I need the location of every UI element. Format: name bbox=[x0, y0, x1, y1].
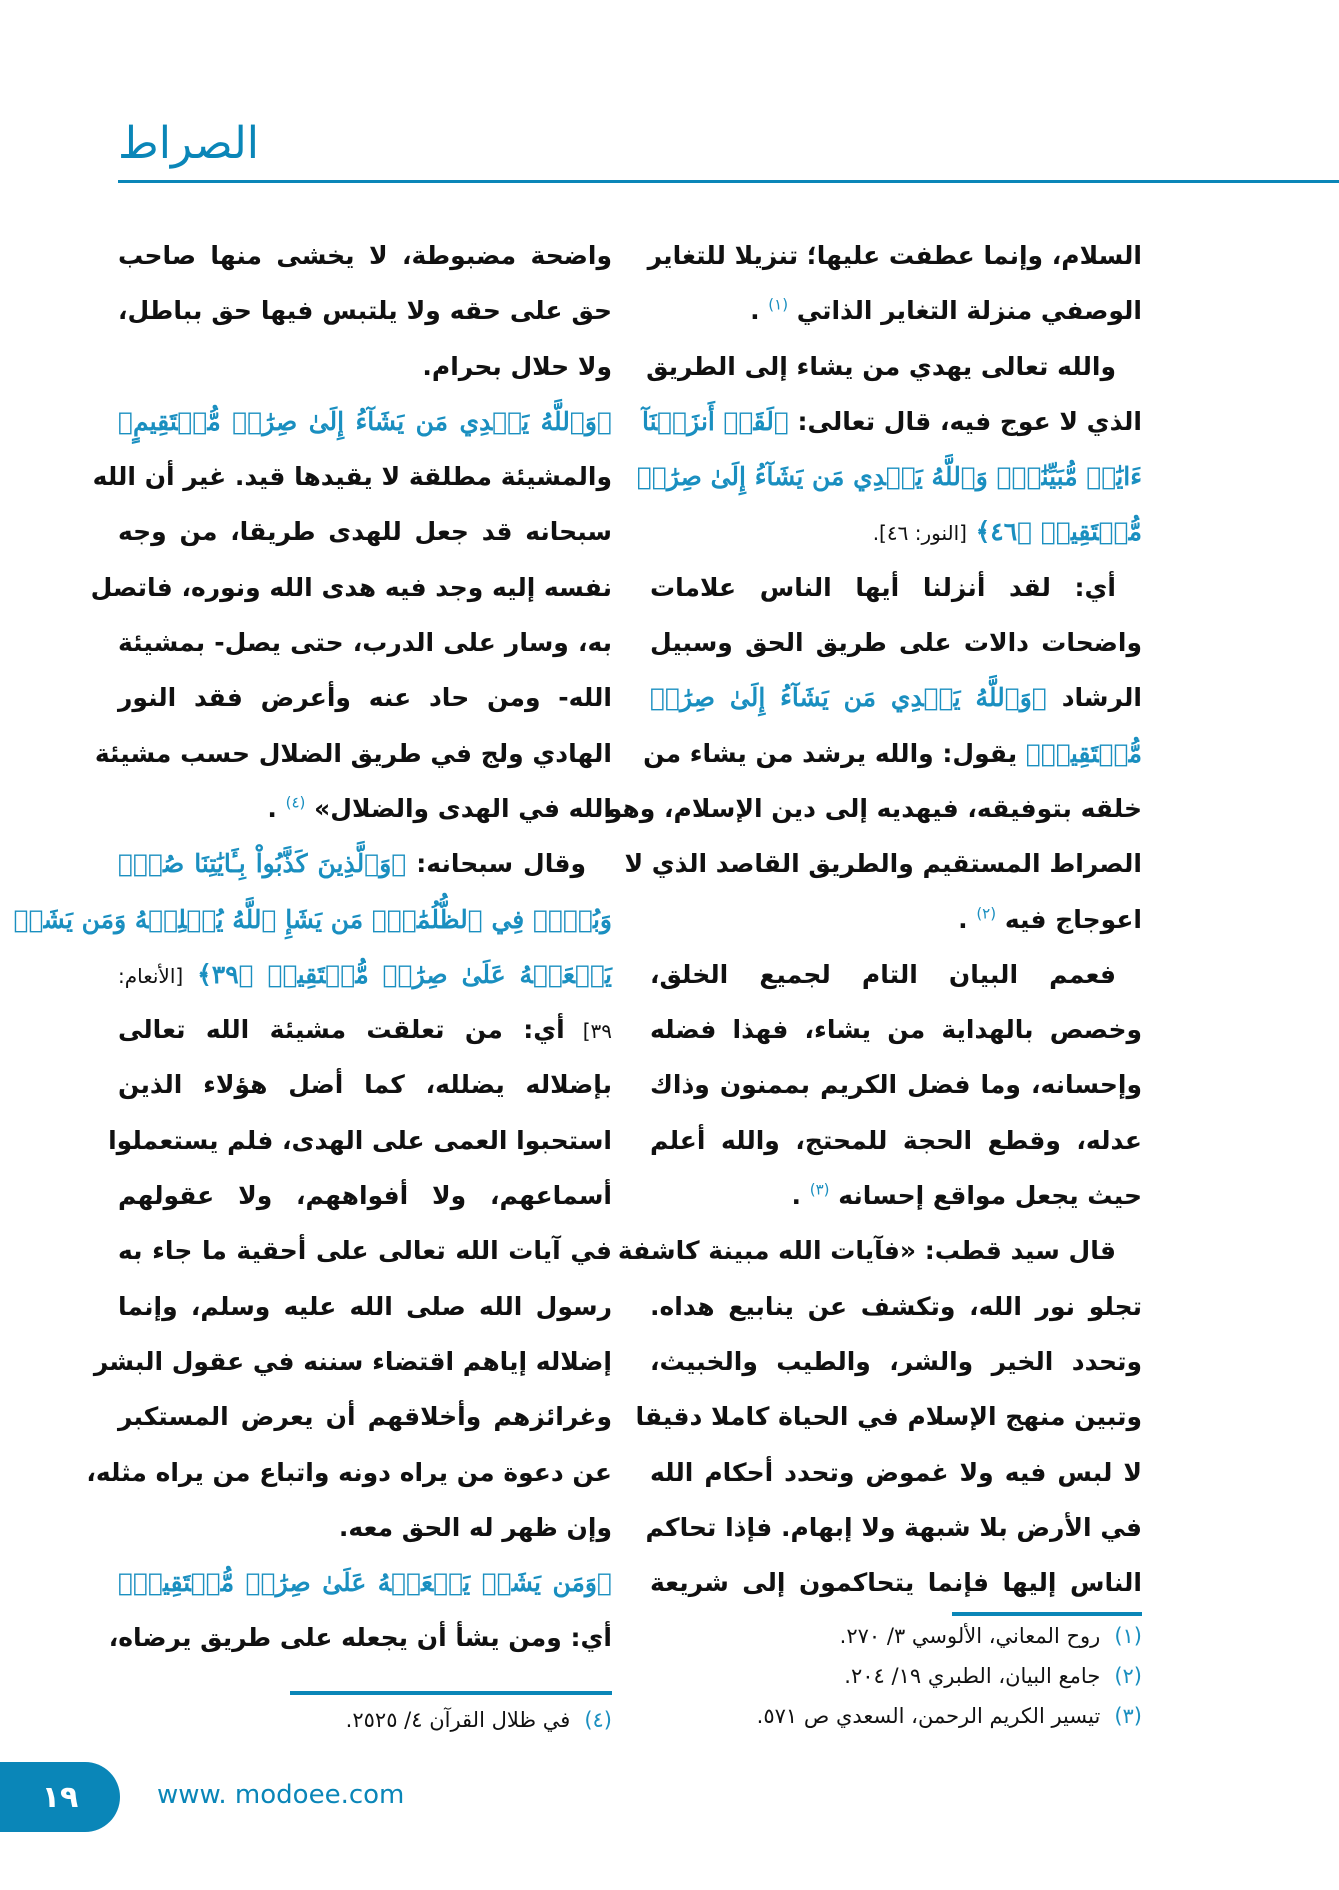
text-line bbox=[650, 1334, 1142, 1389]
text-line bbox=[90, 560, 612, 615]
footnote-divider-left bbox=[290, 1691, 612, 1695]
body-text: . bbox=[750, 296, 760, 326]
text-line bbox=[118, 1500, 612, 1555]
text-line bbox=[118, 670, 612, 725]
footnote bbox=[840, 1624, 1142, 1648]
quran-verse: ﴿وَٱللَّهُ يَهۡدِي مَن يَشَآءُ إِلَىٰ صِرَٰطٖ مُّسۡتَقِيمٍ﴾ bbox=[118, 406, 612, 436]
body-text: الصراط المستقيم والطريق القاصد الذي لا bbox=[624, 849, 1142, 879]
text-line bbox=[118, 836, 612, 891]
text-line bbox=[650, 283, 1142, 338]
body-text: خلقه بتوفيقه، فيهديه إلى دين الإسلام، وهو bbox=[606, 793, 1142, 823]
footnote bbox=[346, 1708, 612, 1732]
text-line bbox=[636, 449, 1142, 504]
text-line bbox=[645, 1500, 1142, 1555]
body-text: رسول الله صلى الله عليه وسلم، وإنما bbox=[118, 1291, 612, 1321]
quran-verse: ﴿وَٱلَّذِينَ كَذَّبُواْ بِـَٔايَٰتِنَا صُمّٞ bbox=[118, 849, 407, 879]
body-text: الله- ومن حاد عنه وأعرض فقد النور bbox=[118, 683, 612, 713]
body-text: وإن ظهر له الحق معه. bbox=[338, 1512, 612, 1542]
text-line bbox=[118, 615, 612, 670]
body-text: . bbox=[791, 1181, 802, 1211]
verse-reference: ٣٩] bbox=[564, 1019, 613, 1044]
body-text: أي: ومن يشأ أن يجعله على طريق يرضاه، bbox=[108, 1623, 612, 1653]
footnote-marker[interactable]: (٢) bbox=[976, 904, 997, 923]
chapter-title: الصراط bbox=[118, 118, 259, 169]
body-text: يقول: والله يرشد من يشاء من bbox=[643, 738, 1018, 768]
body-text: الله في الهدى والضلال» bbox=[314, 793, 612, 823]
text-line bbox=[650, 892, 1142, 947]
body-text: الهادي ولج في طريق الضلال حسب مشيئة bbox=[94, 738, 612, 768]
quran-verse: ﴿وَمَن يَشَأۡ يَجۡعَلۡهُ عَلَىٰ صِرَٰطٖ مُّسۡتَقِيمٖ﴾ bbox=[118, 1568, 612, 1598]
quran-verse: ءَايَٰتٖ مُّبَيِّنَٰتٖۚ وَٱللَّهُ يَهۡدِي مَن يَشَآءُ إِلَىٰ صِرَٰطٖ bbox=[636, 462, 1142, 492]
quran-verse: يَجۡعَلۡهُ عَلَىٰ صِرَٰطٖ مُّسۡتَقِيمٖ ﴿٣٩﴾ bbox=[183, 959, 612, 989]
body-text: الناس إليها فإنما يتحاكمون إلى شريعة bbox=[650, 1568, 1142, 1598]
footnote bbox=[757, 1704, 1142, 1728]
body-text: ولا حلال بحرام. bbox=[422, 351, 612, 381]
quran-verse: مُّسۡتَقِيمٖ ﴿٤٦﴾ bbox=[966, 517, 1142, 547]
body-text: فعمم البيان التام لجميع الخلق، bbox=[650, 959, 1116, 989]
quran-verse: ﴿لَقَدۡ أَنزَلۡنَآ bbox=[641, 406, 789, 436]
footnote bbox=[844, 1664, 1142, 1688]
text-line bbox=[650, 1445, 1142, 1500]
text-line bbox=[118, 1279, 612, 1334]
text-line bbox=[635, 1389, 1142, 1444]
body-text: سبحانه قد جعل للهدى طريقا، من وجه bbox=[118, 517, 612, 547]
text-line bbox=[624, 836, 1142, 891]
footnote-number: (٣) bbox=[1114, 1704, 1142, 1728]
footnote-text: في ظلال القرآن ٤/ ٢٥٢٥. bbox=[345, 1708, 571, 1732]
body-text: أي: من تعلقت مشيئة الله تعالى bbox=[118, 1015, 565, 1045]
body-text: وخصص بالهداية من يشاء، فهذا فضله bbox=[650, 1015, 1142, 1045]
text-line bbox=[650, 1113, 1142, 1168]
text-line bbox=[606, 781, 1142, 836]
text-line bbox=[650, 1057, 1142, 1112]
body-text: نفسه إليه وجد فيه هدى الله ونوره، فاتصل bbox=[90, 572, 612, 602]
text-line bbox=[118, 1223, 612, 1278]
body-text: وإحسانه، وما فضل الكريم بممنون وذاك bbox=[650, 1070, 1142, 1100]
text-line bbox=[650, 947, 1142, 1002]
header-divider bbox=[118, 180, 1339, 183]
website-url[interactable]: www. modoee.com bbox=[157, 1780, 405, 1810]
text-line bbox=[650, 1168, 1142, 1223]
text-line bbox=[86, 1445, 612, 1500]
quran-verse: مُّسۡتَقِيمٖ﴾ bbox=[1025, 738, 1142, 768]
text-line bbox=[92, 449, 612, 504]
body-text: إضلاله إياهم اقتضاء سننه في عقول البشر bbox=[93, 1346, 612, 1376]
footnote-marker[interactable]: (١) bbox=[768, 295, 789, 314]
text-line bbox=[650, 560, 1142, 615]
footnote-number: (٤) bbox=[584, 1708, 612, 1732]
quran-verse: وَبُكۡمٞ فِي ٱلظُّلُمَٰتِۗ مَن يَشَإِ ٱللَّهُ يُضۡلِلۡهُ وَمَن يَشَأۡ bbox=[13, 904, 612, 934]
text-line bbox=[118, 228, 612, 283]
text-line bbox=[646, 339, 1142, 394]
text-line bbox=[118, 339, 612, 394]
body-text: وغرائزهم وأخلاقهم أن يعرض المستكبر bbox=[118, 1402, 612, 1432]
text-line bbox=[650, 1555, 1142, 1610]
left-column bbox=[13, 228, 613, 1666]
body-text: والله تعالى يهدي من يشاء إلى الطريق bbox=[646, 351, 1116, 381]
text-line bbox=[118, 947, 612, 1002]
verse-reference: [النور: ٤٦]. bbox=[872, 521, 967, 546]
footnote-text: تيسير الكريم الرحمن، السعدي ص ٥٧١. bbox=[756, 1704, 1101, 1728]
footnote-marker[interactable]: (٤) bbox=[285, 793, 306, 812]
body-text: استحبوا العمى على الهدى، فلم يستعملوا bbox=[108, 1125, 612, 1155]
page-number: ١٩ bbox=[41, 1779, 79, 1815]
text-line bbox=[118, 1002, 612, 1057]
footnote-marker[interactable]: (٣) bbox=[809, 1180, 830, 1199]
body-text: عن دعوة من يراه دونه واتباع من يراه مثله، bbox=[86, 1457, 612, 1487]
body-text: تجلو نور الله، وتكشف عن ينابيع هداه. bbox=[650, 1291, 1142, 1321]
body-text: لا لبس فيه ولا غموض وتحدد أحكام الله bbox=[650, 1457, 1142, 1487]
text-line bbox=[650, 1279, 1142, 1334]
footnote-text: جامع البيان، الطبري ١٩/ ٢٠٤. bbox=[844, 1664, 1101, 1688]
text-line bbox=[118, 394, 612, 449]
text-line bbox=[108, 1113, 612, 1168]
text-line bbox=[650, 615, 1142, 670]
body-text: . bbox=[267, 793, 277, 823]
body-text: قال سيد قطب: «فآيات الله مبينة كاشفة bbox=[617, 1236, 1116, 1266]
right-column bbox=[606, 228, 1143, 1610]
footnote-text: روح المعاني، الألوسي ٣/ ٢٧٠. bbox=[839, 1624, 1101, 1648]
body-text: به، وسار على الدرب، حتى يصل- بمشيئة bbox=[118, 628, 612, 658]
text-line bbox=[647, 228, 1142, 283]
footnote-divider-right bbox=[952, 1612, 1142, 1616]
body-text: السلام، وإنما عطفت عليها؛ تنزيلا للتغاير bbox=[647, 241, 1142, 270]
body-text: الرشاد bbox=[1046, 683, 1143, 713]
body-text: في الأرض بلا شبهة ولا إبهام. فإذا تحاكم bbox=[645, 1512, 1142, 1542]
body-text: اعوجاج فيه bbox=[1004, 904, 1142, 934]
text-line bbox=[118, 781, 612, 836]
text-line bbox=[93, 1334, 612, 1389]
body-text: الذي لا عوج فيه، قال تعالى: bbox=[788, 406, 1142, 436]
body-text: والمشيئة مطلقة لا يقيدها قيد. غير أن الله bbox=[92, 462, 612, 492]
text-line bbox=[118, 283, 612, 338]
body-text: واضحة مضبوطة، لا يخشى منها صاحب bbox=[118, 241, 612, 270]
body-text: . bbox=[958, 904, 968, 934]
text-line bbox=[650, 1002, 1142, 1057]
text-line bbox=[118, 504, 612, 559]
body-text: وقال سبحانه: bbox=[406, 849, 586, 879]
text-line bbox=[118, 1555, 612, 1610]
body-text: الوصفي منزلة التغاير الذاتي bbox=[796, 296, 1142, 326]
footnote-number: (١) bbox=[1114, 1624, 1142, 1648]
text-line bbox=[650, 670, 1142, 725]
body-text: حيث يجعل مواقع إحسانه bbox=[838, 1181, 1142, 1211]
verse-reference: [الأنعام: bbox=[118, 963, 184, 988]
body-text: أي: لقد أنزلنا أيها الناس علامات bbox=[650, 572, 1116, 602]
body-text: حق على حقه ولا يلتبس فيها حق بباطل، bbox=[118, 296, 612, 326]
text-line bbox=[13, 892, 612, 947]
text-line bbox=[118, 1168, 612, 1223]
footnote-number: (٢) bbox=[1114, 1664, 1142, 1688]
text-line bbox=[118, 1389, 612, 1444]
body-text: في آيات الله تعالى على أحقية ما جاء به bbox=[118, 1236, 612, 1266]
body-text: وتبين منهج الإسلام في الحياة كاملا دقيقا bbox=[635, 1402, 1142, 1432]
text-line bbox=[118, 1057, 612, 1112]
text-line bbox=[108, 1610, 612, 1665]
body-text: عدله، وقطع الحجة للمحتج، والله أعلم bbox=[650, 1125, 1142, 1155]
text-line bbox=[643, 726, 1142, 781]
text-line bbox=[650, 504, 1142, 559]
body-text: بإضلاله يضلله، كما أضل هؤلاء الذين bbox=[118, 1070, 612, 1100]
text-line bbox=[94, 726, 612, 781]
page-number-tab bbox=[0, 1762, 120, 1832]
body-text: وتحدد الخير والشر، والطيب والخبيث، bbox=[650, 1346, 1142, 1376]
body-text: واضحات دالات على طريق الحق وسبيل bbox=[650, 628, 1142, 658]
quran-verse: ﴿وَٱللَّهُ يَهۡدِي مَن يَشَآءُ إِلَىٰ صِرَٰطٖ bbox=[650, 683, 1047, 713]
text-line bbox=[617, 1223, 1142, 1278]
body-text: أسماعهم، ولا أفواههم، ولا عقولهم bbox=[118, 1181, 612, 1211]
text-line bbox=[641, 394, 1142, 449]
